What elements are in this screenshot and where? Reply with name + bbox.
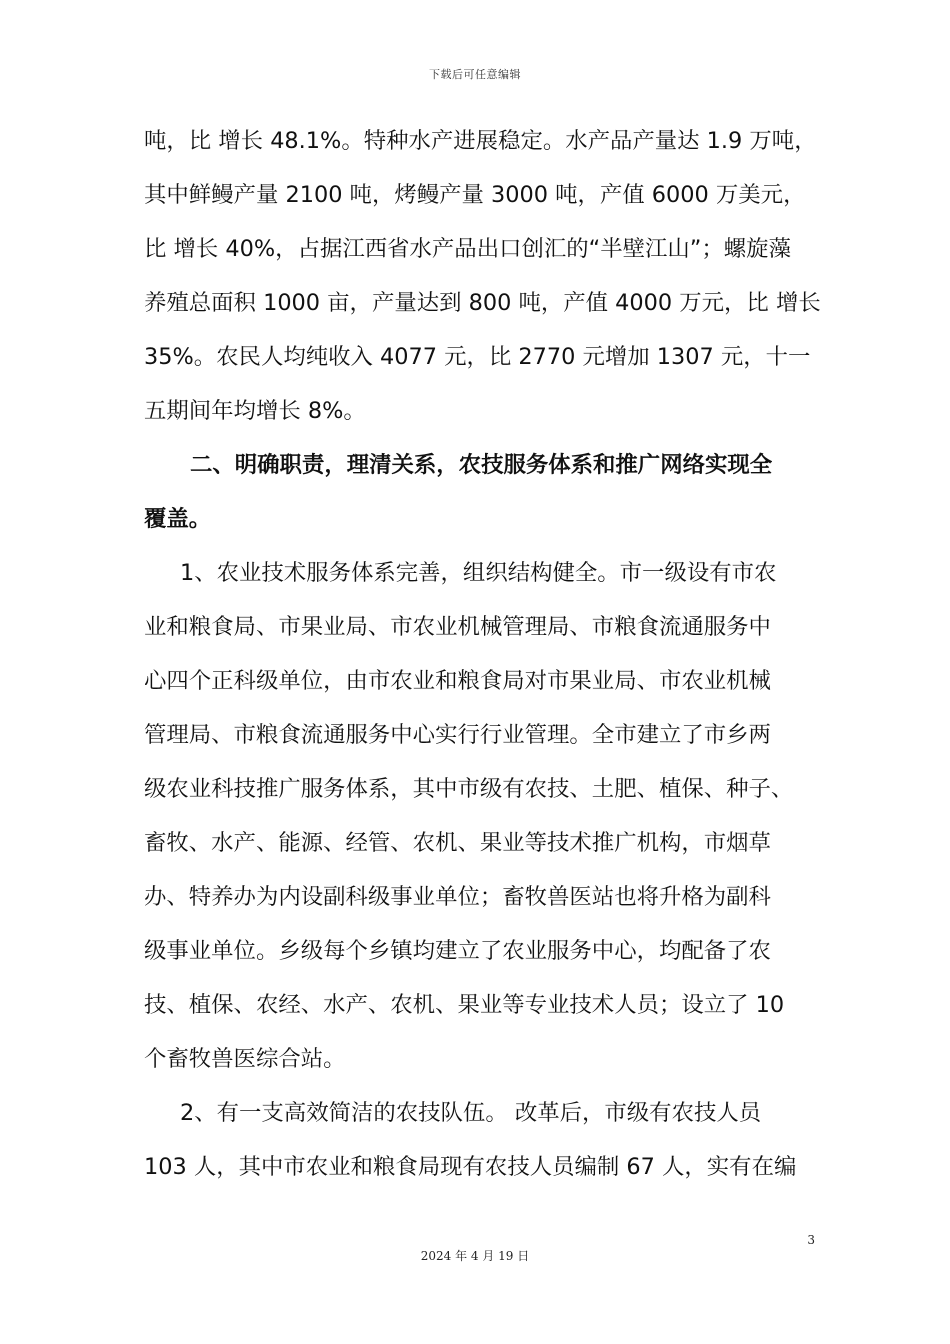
section-heading-line: 二、明确职责，理清关系，农技服务体系和推广网络实现全 [190, 452, 773, 478]
text-line: 级事业单位。乡级每个乡镇均建立了农业服务中心，均配备了农 [144, 938, 771, 964]
document-body [144, 114, 820, 1194]
text-line: 1、农业技术服务体系完善，组织结构健全。市一级设有市农 [180, 560, 777, 586]
text-line: 比 增长 40%，占据江西省水产品出口创汇的“半壁江山”；螺旋藻 [144, 236, 791, 262]
text-line: 畜牧、水产、能源、经管、农机、果业等技术推广机构，市烟草 [144, 830, 771, 856]
text-line: 其中鲜鳗产量 2100 吨，烤鳗产量 3000 吨，产值 6000 万美元， [144, 182, 806, 208]
text-line: 五期间年均增长 8%。 [144, 398, 366, 424]
section-heading-line: 覆盖。 [144, 506, 212, 532]
header-note: 下载后可任意编辑 [429, 68, 521, 81]
text-line: 103 人，其中市农业和粮食局现有农技人员编制 67 人，实有在编 [144, 1154, 797, 1180]
text-line: 2、有一支高效简洁的农技队伍。 改革后，市级有农技人员 [180, 1100, 762, 1126]
text-line: 个畜牧兽医综合站。 [144, 1046, 346, 1072]
text-line: 养殖总面积 1000 亩，产量达到 800 吨，产值 4000 万元，比 增长 [144, 290, 821, 316]
text-line: 35%。农民人均纯收入 4077 元，比 2770 元增加 1307 元，十一 [144, 344, 811, 370]
footer-date: 2024 年 4 月 19 日 [420, 1249, 530, 1263]
text-line: 技、植保、农经、水产、农机、果业等专业技术人员；设立了 10 [144, 992, 785, 1018]
text-line: 吨，比 增长 48.1%。特种水产进展稳定。水产品产量达 1.9 万吨， [144, 128, 817, 154]
text-line: 办、特养办为内设副科级事业单位；畜牧兽医站也将升格为副科 [144, 884, 771, 910]
text-line: 级农业科技推广服务体系，其中市级有农技、土肥、植保、种子、 [144, 776, 794, 802]
page-number: 3 [807, 1233, 815, 1247]
text-line: 心四个正科级单位，由市农业和粮食局对市果业局、市农业机械 [144, 668, 771, 694]
text-line: 业和粮食局、市果业局、市农业机械管理局、市粮食流通服务中 [144, 614, 771, 640]
text-line: 管理局、市粮食流通服务中心实行行业管理。全市建立了市乡两 [144, 722, 771, 748]
